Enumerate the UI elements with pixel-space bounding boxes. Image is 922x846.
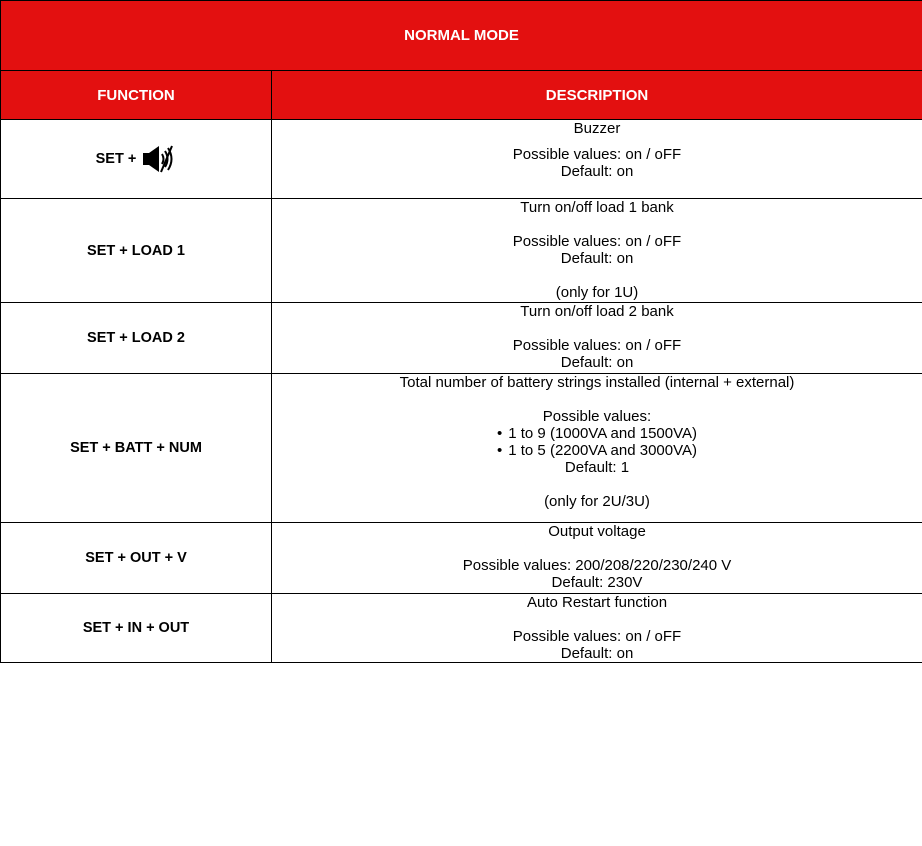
buzzer-mute-icon — [142, 144, 176, 174]
description-cell — [272, 199, 922, 303]
table-row — [1, 523, 922, 594]
description-cell — [272, 523, 922, 594]
function-cell — [1, 120, 272, 199]
table-title: NORMAL MODE — [1, 1, 922, 71]
function-cell: SET + OUT + V — [1, 523, 272, 594]
column-header-function: FUNCTION — [1, 71, 272, 120]
description-line: Default: 230V — [551, 574, 643, 591]
table-row — [1, 120, 922, 199]
description-line: Possible values: 200/208/220/230/240 V — [462, 557, 732, 574]
description-line: (only for 1U) — [555, 284, 639, 301]
description-line: Possible values: on / oFF — [512, 146, 682, 163]
function-cell: SET + LOAD 2 — [1, 303, 272, 374]
description-bullet: • 1 to 9 (1000VA and 1500VA) — [272, 425, 922, 442]
table-title-row — [1, 1, 922, 71]
description-line: Default: on — [560, 645, 634, 662]
column-header-description: DESCRIPTION — [272, 71, 922, 120]
table-row — [1, 374, 922, 523]
table-row — [1, 594, 922, 663]
description-line: Turn on/off load 1 bank — [520, 199, 674, 216]
function-label: SET + — [95, 151, 137, 167]
description-cell — [272, 374, 922, 523]
function-cell: SET + IN + OUT — [1, 594, 272, 663]
description-line: Possible values: on / oFF — [512, 628, 682, 645]
description-line: Total number of battery strings installed (internal + external) — [399, 374, 795, 391]
table-row — [1, 303, 922, 374]
description-line: Output voltage — [548, 523, 646, 540]
description-line: Possible values: — [542, 408, 652, 425]
description-line: Turn on/off load 2 bank — [520, 303, 674, 320]
description-cell — [272, 120, 922, 199]
description-line: (only for 2U/3U) — [544, 493, 650, 510]
description-line: Default: 1 — [564, 459, 630, 476]
description-line: Possible values: on / oFF — [512, 337, 682, 354]
description-line: Possible values: on / oFF — [512, 233, 682, 250]
description-line: Default: on — [560, 163, 634, 180]
description-line: Default: on — [560, 250, 634, 267]
table-row — [1, 199, 922, 303]
description-line: Buzzer — [573, 120, 621, 137]
description-cell — [272, 303, 922, 374]
description-line: Auto Restart function — [526, 594, 668, 611]
table-header-row — [1, 71, 922, 120]
description-line: Default: on — [560, 354, 634, 371]
function-cell: SET + BATT + NUM — [1, 374, 272, 523]
description-cell — [272, 594, 922, 663]
description-bullet: • 1 to 5 (2200VA and 3000VA) — [272, 442, 922, 459]
function-cell: SET + LOAD 1 — [1, 199, 272, 303]
